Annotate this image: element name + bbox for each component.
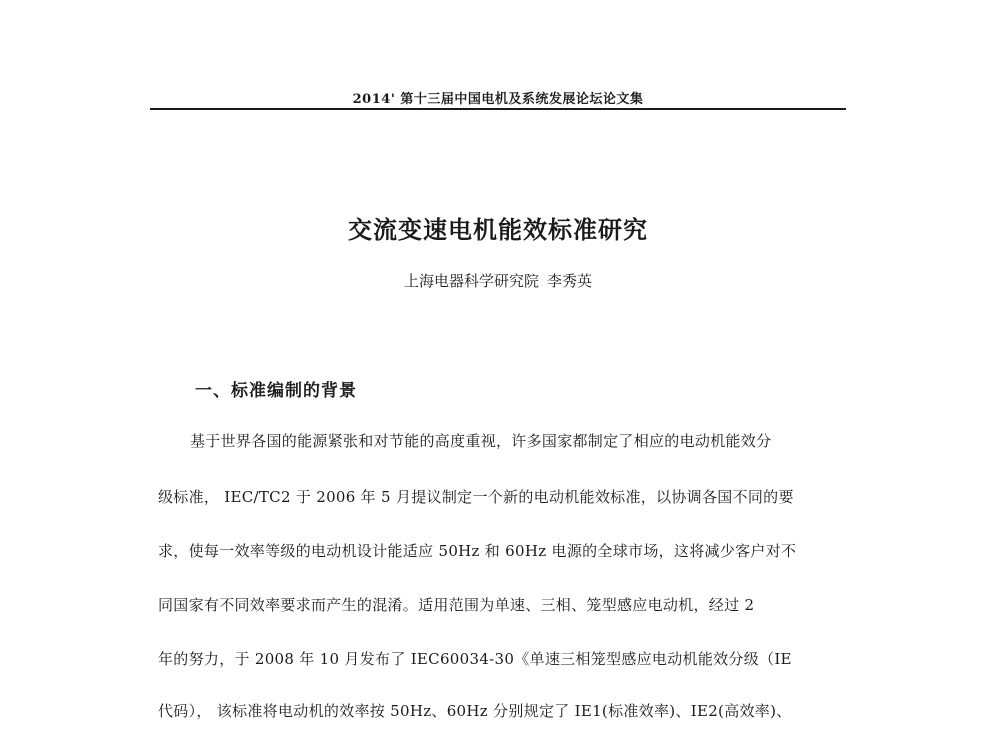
affiliation: 上海电器科学研究院 xyxy=(403,272,539,290)
body-line: 基于世界各国的能源紧张和对节能的高度重视，许多国家都制定了相应的电动机能效分 xyxy=(190,432,772,450)
author-line xyxy=(150,270,846,291)
author-name: 李秀英 xyxy=(547,272,593,290)
running-header: 2014' 第十三届中国电机及系统发展论坛论文集 xyxy=(352,92,644,107)
body-line: 代码）， 该标准将电动机的效率按 50Hz、60Hz 分别规定了 IE1(标准效率)、IE2(高效率)、 xyxy=(158,702,792,720)
body-line: 求，使每一效率等级的电动机设计能适应 50Hz 和 60Hz 电源的全球市场，这将减少客户对不 xyxy=(158,542,797,560)
body-line: 年的努力，于 2008 年 10 月发布了 IEC60034-30《单速三相笼型感应电动机能效分级（IE xyxy=(158,650,792,668)
body-line: 级标准， IEC/TC2 于 2006 年 5 月提议制定一个新的电动机能效标准，以协调各国不同的要 xyxy=(158,488,794,506)
header-rule xyxy=(150,108,846,110)
section-heading: 一、标准编制的背景 xyxy=(195,381,357,401)
paper-title: 交流变速电机能效标准研究 xyxy=(348,216,648,244)
body-line: 同国家有不同效率要求而产生的混淆。适用范围为单速、三相、笼型感应电动机，经过 2 xyxy=(158,596,755,614)
